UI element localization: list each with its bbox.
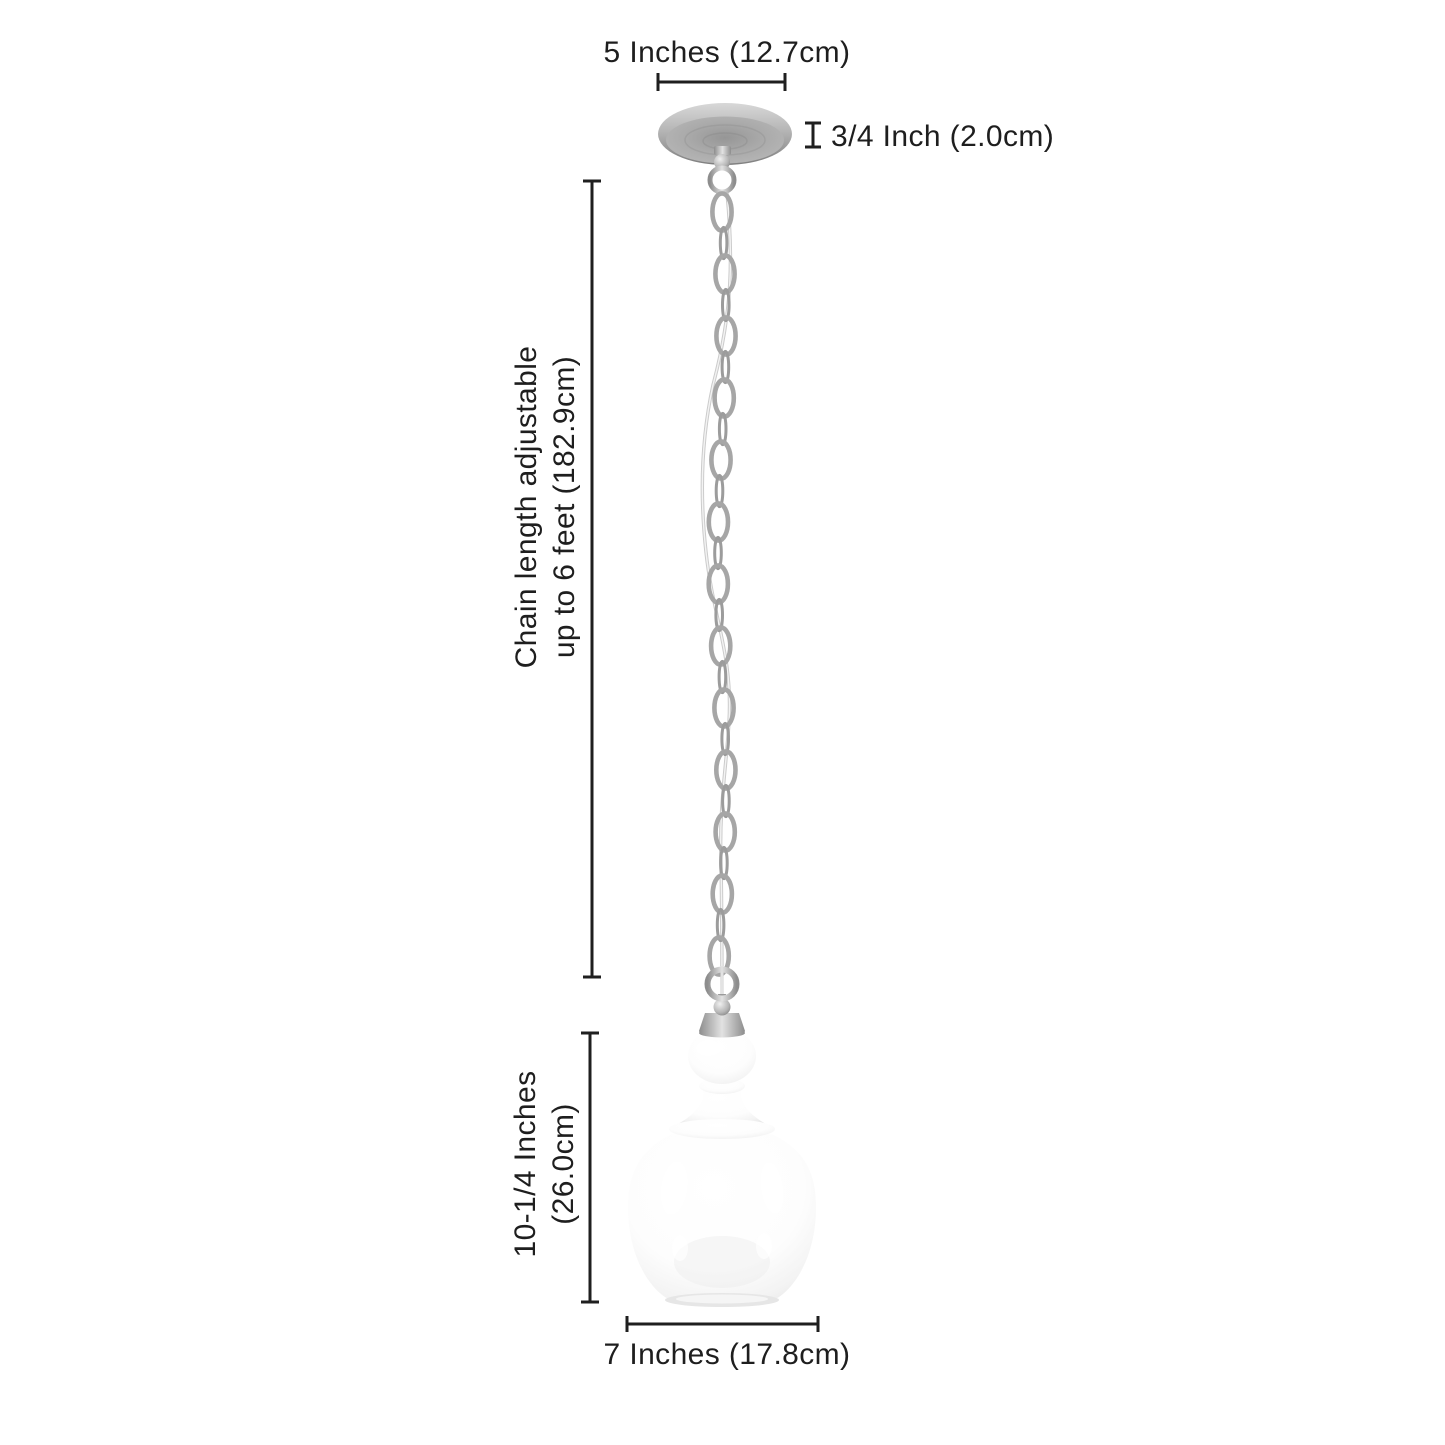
chain-length-label-line2: up to 6 feet (182.9cm) — [548, 355, 581, 659]
shade-reflection — [672, 1235, 688, 1261]
shade-height-label — [507, 1054, 583, 1274]
shade-bottom-opening — [676, 1295, 768, 1304]
chain-link — [709, 503, 728, 540]
shade-height-dimension-line — [581, 1033, 599, 1302]
shade-height-label-line1: 10-1/4 Inches — [509, 1070, 542, 1258]
canopy-hanging-ring — [710, 168, 734, 192]
canopy-thickness-label: 3/4 Inch (2.0cm) — [831, 120, 1055, 153]
chain-link — [716, 813, 735, 850]
hanging-chain — [709, 193, 736, 974]
shade-width-dimension-line — [627, 1316, 818, 1332]
shade-reflection — [756, 1233, 772, 1259]
canopy-thickness-dimension-marker — [805, 123, 821, 147]
shade-flange — [669, 1119, 775, 1139]
canopy-width-dimension-line — [658, 73, 785, 91]
canopy-stem — [714, 146, 731, 155]
glass-ball-highlight — [696, 1040, 720, 1056]
ceiling-canopy — [658, 103, 792, 192]
chain-length-label — [508, 337, 584, 677]
chain-length-dimension-line — [583, 181, 601, 977]
shade-inner-shading — [674, 1236, 770, 1288]
canopy-width-label: 5 Inches (12.7cm) — [603, 36, 851, 69]
chain-link — [711, 441, 730, 478]
shade-width-label: 7 Inches (17.8cm) — [603, 1338, 851, 1371]
shade — [628, 966, 816, 1307]
chain-length-label-line1: Chain length adjustable — [510, 345, 543, 669]
shade-height-label-line2: (26.0cm) — [547, 1103, 580, 1225]
cap-bottom-rim — [699, 1029, 745, 1038]
chain-link — [715, 379, 734, 416]
